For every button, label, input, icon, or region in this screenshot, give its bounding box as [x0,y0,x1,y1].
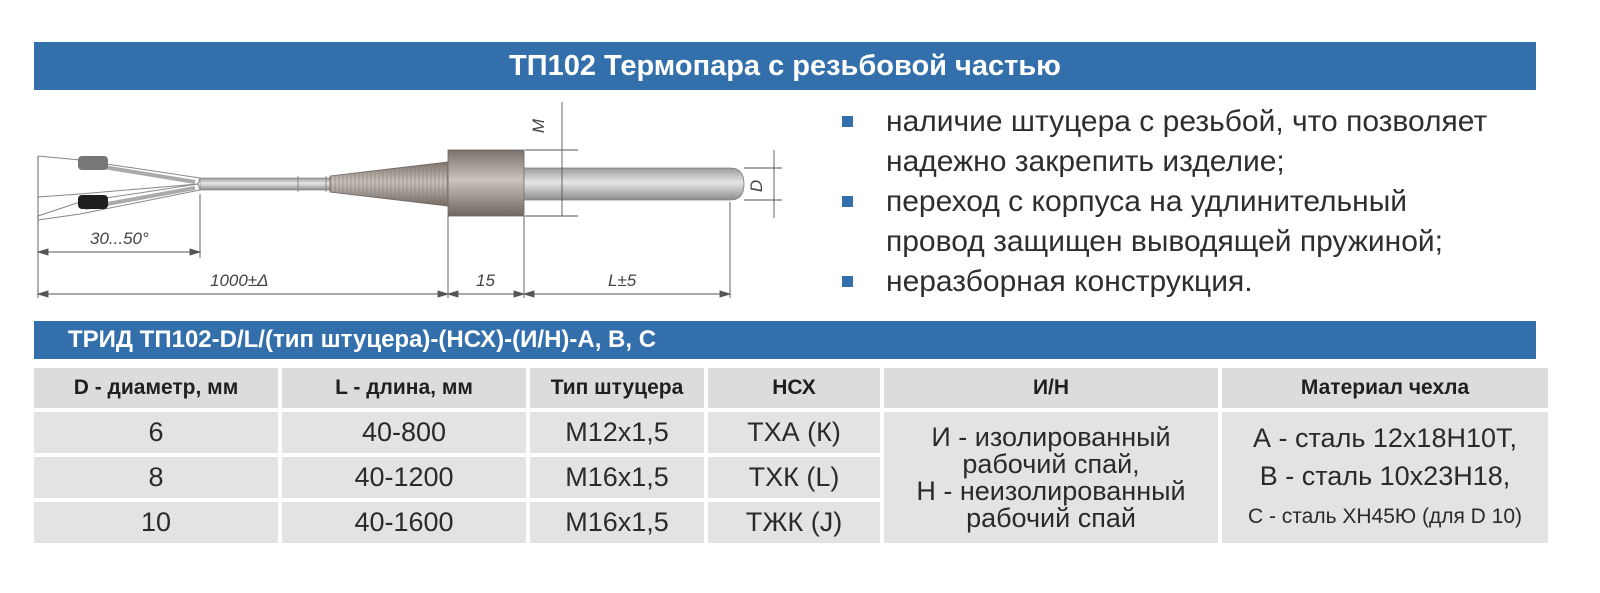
feature-text: неразборная конструкция. [886,265,1253,298]
cell-nsh: ТХК (L) [708,457,880,498]
cell-fitting: M16x1,5 [530,457,704,498]
cell-nsh: ТХА (К) [708,412,880,453]
feature-item [840,102,1570,182]
cell-length: 40-800 [282,412,526,453]
feature-text: наличие штуцера с резьбой, что позволяет [886,105,1488,138]
in-line: рабочий спай, [962,448,1140,479]
thermocouple-drawing [30,98,790,308]
bullet-square-icon [842,276,853,287]
cell-fitting: M12x1,5 [530,412,704,453]
threaded-fitting [448,150,524,216]
feature-item [840,262,1570,302]
feature-text: провод защищен выводящей пружиной; [886,225,1443,258]
col-header-in: И/Н [884,368,1218,408]
material-line: С - сталь ХН45Ю (для D 10) [1247,505,1523,528]
dim-length-label: L±5 [608,271,637,290]
page-title: ТП102 Термопара с резьбовой частью [509,50,1061,82]
dim-cable-label: 1000±Δ [210,271,269,290]
diameter-d-label: D [747,179,766,193]
cell-length: 40-1600 [282,502,526,543]
feature-list [840,102,1570,302]
order-code-banner [34,321,1536,359]
col-header-material: Материал чехла [1222,368,1548,408]
page-title-banner [34,42,1536,90]
cell-material-description [1222,412,1548,543]
thread-m-label: M [529,118,548,134]
feature-text: переход с корпуса на удлинительный [886,185,1408,218]
wire-leads [38,156,200,220]
table-header-row [34,368,1548,408]
lead-tip-lower [78,195,108,209]
cell-diameter: 10 [34,502,278,543]
col-header-length: L - длина, мм [282,368,526,408]
order-code: ТРИД ТП102-D/L/(тип штуцера)-(НСХ)-(И/Н)-А, В, С [68,326,657,353]
material-line: В - сталь 10х23Н18, [1259,461,1511,491]
in-line: рабочий спай [966,502,1136,533]
table-row [34,412,1548,453]
bullet-square-icon [842,116,853,127]
cell-length: 40-1200 [282,457,526,498]
lead-tip-upper [78,156,108,170]
cell-nsh: ТЖК (J) [708,502,880,543]
cell-fitting: M16x1,5 [530,502,704,543]
material-line: А - сталь 12х18Н10Т, [1252,423,1517,453]
probe-sheath [524,168,744,200]
bullet-square-icon [842,196,853,207]
cell-in-description [884,412,1218,543]
col-header-nsh: НСХ [708,368,880,408]
feature-text: надежно закрепить изделие; [886,145,1285,178]
cell-diameter: 6 [34,412,278,453]
feature-item [840,182,1570,262]
dim-fitting-label: 15 [476,271,495,290]
cell-diameter: 8 [34,457,278,498]
col-header-diameter: D - диаметр, мм [34,368,278,408]
in-line: И - изолированный [931,421,1171,452]
dim-angle-label: 30...50° [90,229,149,248]
in-line: Н - неизолированный [916,475,1186,506]
col-header-fitting: Тип штуцера [530,368,704,408]
spec-table [30,364,1552,547]
